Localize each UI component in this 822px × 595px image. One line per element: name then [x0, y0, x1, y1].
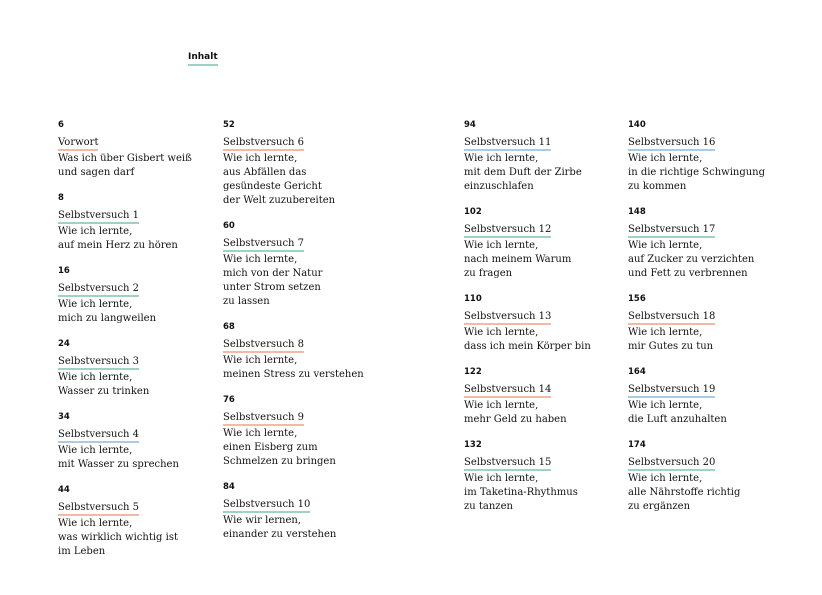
toc-entry-page-number: 156 — [628, 294, 646, 304]
toc-column-2 — [223, 118, 388, 553]
toc-entry-description-line: auf Zucker zu verzichten — [628, 254, 755, 265]
toc-entry-description-line: zu kommen — [628, 181, 687, 192]
toc-entry-description-line: mit Wasser zu sprechen — [58, 459, 179, 470]
toc-entry-description-line: Wie ich lernte, — [628, 153, 703, 164]
toc-entry-description-line: Wie ich lernte, — [464, 473, 539, 484]
toc-entry-description-line: was wirklich wichtig ist — [58, 532, 178, 543]
toc-entry-description — [464, 239, 629, 281]
toc-entry-title[interactable]: Selbstversuch 20 — [628, 456, 715, 471]
toc-entry-description-line: meinen Stress zu verstehen — [223, 369, 364, 380]
toc-entry-description-line: Wie ich lernte, — [628, 400, 703, 411]
toc-entry-description-line: Wie ich lernte, — [223, 254, 298, 265]
toc-entry-description-line: die Luft anzuhalten — [628, 414, 727, 425]
toc-entry-description-line: und Fett zu verbrennen — [628, 268, 748, 279]
toc-entry[interactable] — [58, 410, 223, 472]
toc-entry-page-number: 132 — [464, 440, 482, 450]
toc-entry-description-line: einzuschlafen — [464, 181, 534, 192]
toc-entry-description — [223, 514, 388, 542]
toc-entry-description-line: einander zu verstehen — [223, 529, 337, 540]
toc-entry-description — [628, 326, 793, 354]
toc-entry[interactable] — [628, 438, 793, 514]
toc-entry-title[interactable]: Selbstversuch 6 — [223, 136, 304, 151]
toc-entry-page-number: 16 — [58, 266, 70, 276]
toc-entry-page-number: 44 — [58, 485, 70, 495]
toc-entry-description-line: Wie ich lernte, — [464, 153, 539, 164]
toc-entry-title[interactable]: Selbstversuch 8 — [223, 338, 304, 353]
toc-entry-title[interactable]: Selbstversuch 4 — [58, 428, 139, 443]
toc-entry-description — [58, 517, 223, 559]
toc-entry-description-line: mit dem Duft der Zirbe — [464, 167, 582, 178]
toc-entry-page-number: 140 — [628, 120, 646, 130]
toc-entry-description-line: Wie ich lernte, — [464, 400, 539, 411]
toc-entry-page-number: 164 — [628, 367, 646, 377]
toc-entry-description-line: Wie ich lernte, — [628, 327, 703, 338]
toc-entry-description-line: Wie ich lernte, — [628, 473, 703, 484]
toc-entry-description-line: Wie ich lernte, — [628, 240, 703, 251]
toc-heading-underline — [188, 64, 218, 66]
toc-entry-description — [223, 354, 388, 382]
toc-entry-page-number: 122 — [464, 367, 482, 377]
toc-entry[interactable] — [223, 219, 388, 309]
toc-entry-title[interactable]: Selbstversuch 3 — [58, 355, 139, 370]
toc-entry[interactable] — [464, 292, 629, 354]
toc-entry[interactable] — [464, 438, 629, 514]
toc-entry-description-line: einen Eisberg zum — [223, 442, 318, 453]
toc-entry-page-number: 8 — [58, 193, 64, 203]
toc-entry-description — [223, 253, 388, 309]
toc-entry-page-number: 34 — [58, 412, 70, 422]
toc-entry[interactable] — [464, 118, 629, 194]
toc-entry-title[interactable]: Selbstversuch 10 — [223, 498, 310, 513]
toc-entry[interactable] — [628, 205, 793, 281]
toc-entry[interactable] — [58, 337, 223, 399]
toc-entry-page-number: 24 — [58, 339, 70, 349]
toc-entry-description — [628, 399, 793, 427]
toc-entry[interactable] — [58, 264, 223, 326]
toc-entry[interactable] — [223, 480, 388, 542]
toc-entry-page-number: 68 — [223, 322, 235, 332]
toc-entry-title[interactable]: Vorwort — [58, 136, 98, 151]
toc-entry-description-line: gesündeste Gericht — [223, 181, 322, 192]
toc-entry-title[interactable]: Selbstversuch 9 — [223, 411, 304, 426]
toc-entry-description-line: Wie ich lernte, — [58, 226, 133, 237]
toc-entry-title[interactable]: Selbstversuch 7 — [223, 237, 304, 252]
toc-entry-page-number: 84 — [223, 482, 235, 492]
toc-heading-label: Inhalt — [188, 52, 218, 62]
toc-entry-description-line: Wie ich lernte, — [464, 240, 539, 251]
toc-entry-page-number: 60 — [223, 221, 235, 231]
toc-entry-description — [58, 225, 223, 253]
toc-entry-title[interactable]: Selbstversuch 2 — [58, 282, 139, 297]
toc-entry-title[interactable]: Selbstversuch 5 — [58, 501, 139, 516]
toc-entry-description-line: Wasser zu trinken — [58, 386, 150, 397]
toc-entry-description-line: Wie ich lernte, — [223, 428, 298, 439]
toc-entry-description-line: mehr Geld zu haben — [464, 414, 567, 425]
toc-entry-description-line: im Taketina-Rhythmus — [464, 487, 578, 498]
toc-entry-description — [464, 152, 629, 194]
toc-entry-page-number: 94 — [464, 120, 476, 130]
toc-entry-description-line: aus Abfällen das — [223, 167, 307, 178]
toc-entry[interactable] — [464, 365, 629, 427]
toc-entry-title[interactable]: Selbstversuch 16 — [628, 136, 715, 151]
toc-entry-page-number: 6 — [58, 120, 64, 130]
toc-entry-description — [464, 399, 629, 427]
toc-entry-description-line: dass ich mein Körper bin — [464, 341, 591, 352]
toc-entry[interactable] — [223, 393, 388, 469]
toc-entry-description — [628, 239, 793, 281]
toc-entry-description-line: und sagen darf — [58, 167, 135, 178]
toc-entry-description — [223, 152, 388, 208]
toc-entry-page-number: 52 — [223, 120, 235, 130]
toc-entry-description-line: unter Strom setzen — [223, 282, 321, 293]
toc-entry-description-line: Wie ich lernte, — [58, 518, 133, 529]
toc-entry-description-line: Wie ich lernte, — [223, 153, 298, 164]
toc-entry-description-line: alle Nährstoffe richtig — [628, 487, 741, 498]
toc-entry-description — [58, 152, 223, 180]
toc-heading — [188, 51, 218, 66]
toc-entry-description-line: der Welt zuzubereiten — [223, 195, 336, 206]
toc-entry-description — [464, 326, 629, 354]
toc-entry-description-line: mir Gutes zu tun — [628, 341, 714, 352]
toc-entry[interactable] — [58, 483, 223, 559]
toc-entry-title[interactable]: Selbstversuch 14 — [464, 383, 551, 398]
toc-entry-description-line: mich zu langweilen — [58, 313, 157, 324]
toc-entry-title[interactable]: Selbstversuch 1 — [58, 209, 139, 224]
toc-entry-description-line: Wie ich lernte, — [58, 372, 133, 383]
toc-column-4 — [628, 118, 793, 525]
toc-entry[interactable] — [223, 118, 388, 208]
toc-entry-description-line: auf mein Herz zu hören — [58, 240, 178, 251]
toc-entry-title[interactable]: Selbstversuch 18 — [628, 310, 715, 325]
toc-entry-title[interactable]: Selbstversuch 12 — [464, 223, 551, 238]
toc-entry[interactable] — [58, 191, 223, 253]
toc-entry-description-line: mich von der Natur — [223, 268, 323, 279]
toc-column-3 — [464, 118, 629, 525]
toc-entry-description — [464, 472, 629, 514]
toc-entry[interactable] — [628, 292, 793, 354]
toc-entry-page-number: 102 — [464, 207, 482, 217]
toc-entry-description-line: Wie ich lernte, — [223, 355, 298, 366]
toc-entry-title[interactable]: Selbstversuch 13 — [464, 310, 551, 325]
toc-entry-description-line: Was ich über Gisbert weiß — [58, 153, 192, 164]
toc-entry[interactable] — [628, 365, 793, 427]
toc-entry[interactable] — [58, 118, 223, 180]
toc-entry-description-line: in die richtige Schwingung — [628, 167, 766, 178]
toc-entry[interactable] — [223, 320, 388, 382]
toc-entry-description — [58, 444, 223, 472]
toc-entry-description-line: Wie ich lernte, — [58, 445, 133, 456]
toc-entry-description-line: im Leben — [58, 546, 106, 557]
toc-entry-title[interactable]: Selbstversuch 11 — [464, 136, 551, 151]
toc-entry-description — [223, 427, 388, 469]
toc-entry-page-number: 174 — [628, 440, 646, 450]
toc-entry-page-number: 76 — [223, 395, 235, 405]
toc-entry-description — [58, 298, 223, 326]
toc-entry-description-line: Schmelzen zu bringen — [223, 456, 336, 467]
toc-entry-title[interactable]: Selbstversuch 15 — [464, 456, 551, 471]
toc-entry-description-line: nach meinem Warum — [464, 254, 572, 265]
toc-entry-description-line: Wie ich lernte, — [58, 299, 133, 310]
toc-entry-page-number: 110 — [464, 294, 482, 304]
toc-entry-description-line: zu ergänzen — [628, 501, 691, 512]
toc-column-1 — [58, 118, 223, 570]
toc-entry-page-number: 148 — [628, 207, 646, 217]
toc-entry-description-line: zu fragen — [464, 268, 513, 279]
toc-entry-description — [628, 472, 793, 514]
toc-entry-description — [58, 371, 223, 399]
toc-entry-title[interactable]: Selbstversuch 17 — [628, 223, 715, 238]
toc-entry-description — [628, 152, 793, 194]
toc-entry-title[interactable]: Selbstversuch 19 — [628, 383, 715, 398]
toc-entry-description-line: Wie ich lernte, — [464, 327, 539, 338]
toc-entry-description-line: zu tanzen — [464, 501, 513, 512]
toc-entry-description-line: Wie wir lernen, — [223, 515, 301, 526]
toc-entry[interactable] — [464, 205, 629, 281]
toc-entry[interactable] — [628, 118, 793, 194]
toc-entry-description-line: zu lassen — [223, 296, 270, 307]
